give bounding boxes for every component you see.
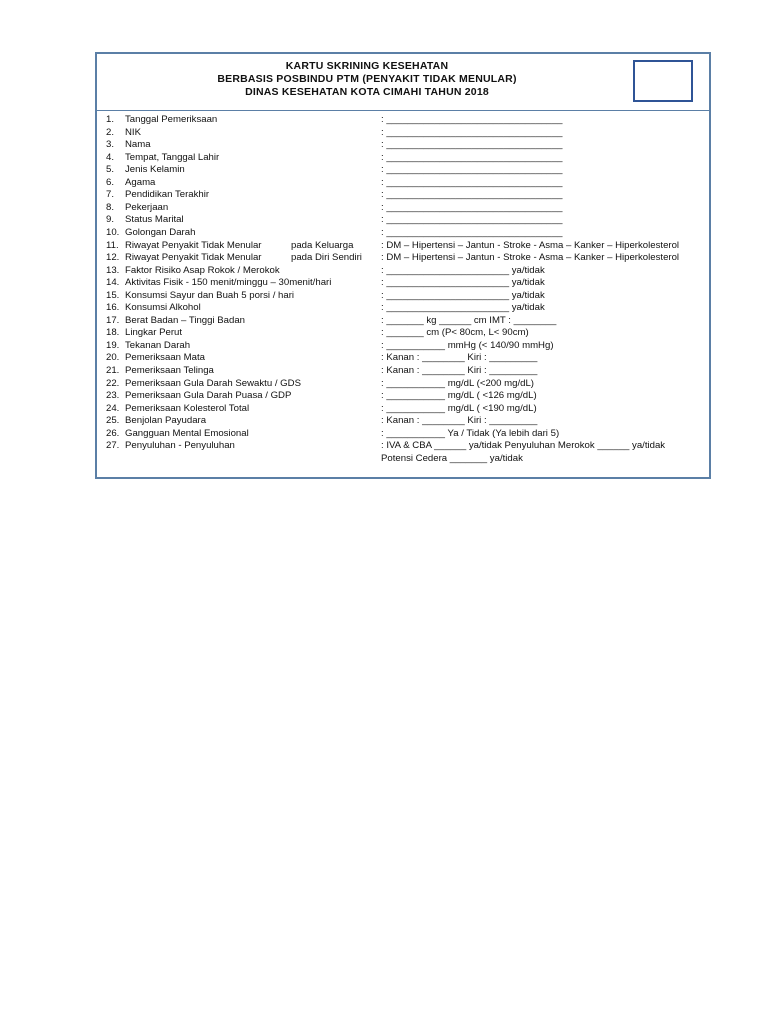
row-value: : _________________________________ <box>381 201 563 213</box>
row-value: : _______________________ ya/tidak <box>381 302 545 314</box>
row-value: : _________________________________ <box>381 176 563 188</box>
row-number: 23. <box>106 390 120 402</box>
row-number: 27. <box>106 440 120 452</box>
row-number: 1. <box>106 114 115 125</box>
row-number: 15. <box>106 289 120 301</box>
row-label: Konsumsi Sayur dan Buah 5 porsi / hari <box>125 289 295 301</box>
card-title: KARTU SKRINING KESEHATAN <box>285 60 449 72</box>
form-row <box>97 403 709 416</box>
row-value: : _______________________ ya/tidak <box>381 264 545 276</box>
row-value: : ___________ Ya / Tidak (Ya lebih dari 5) <box>381 427 560 439</box>
form-row <box>97 164 709 177</box>
form-row <box>97 440 709 453</box>
row-label: Pemeriksaan Gula Darah Puasa / GDP <box>125 390 292 402</box>
form-row <box>97 352 709 365</box>
row-label: Konsumsi Alkohol <box>125 302 201 314</box>
row-number: 26. <box>106 427 120 439</box>
row-value: : ___________ mmHg (< 140/90 mmHg) <box>381 339 554 351</box>
form-row <box>97 378 709 391</box>
form-row <box>97 139 709 152</box>
row-value: : _________________________________ <box>381 139 563 151</box>
row-value: : _________________________________ <box>381 151 563 163</box>
card-header <box>97 54 709 111</box>
form-row <box>97 302 709 315</box>
row-label: Agama <box>125 176 156 188</box>
row-label: Berat Badan – Tinggi Badan <box>125 314 246 326</box>
form-row <box>97 277 709 290</box>
row-value: : _______________________ ya/tidak <box>381 277 545 289</box>
row-number: 6. <box>106 176 115 188</box>
form-row <box>97 390 709 403</box>
form-row <box>97 252 709 265</box>
row-label: Pendidikan Terakhir <box>125 189 210 201</box>
row-value: Potensi Cedera _______ ya/tidak <box>381 452 523 464</box>
form-row <box>97 315 709 328</box>
row-value: : _______ cm (P< 80cm, L< 90cm) <box>381 327 529 339</box>
row-label: Jenis Kelamin <box>125 164 185 176</box>
form-row <box>97 114 709 127</box>
form-row <box>97 240 709 253</box>
row-label: Penyuluhan - Penyuluhan <box>125 440 235 452</box>
photo-box <box>633 60 693 102</box>
form-row <box>97 327 709 340</box>
form-row <box>97 214 709 227</box>
row-number: 25. <box>106 415 120 427</box>
row-number: 12. <box>106 252 120 264</box>
row-sublabel: pada Keluarga <box>291 239 354 251</box>
card-subtitle: BERBASIS POSBINDU PTM (PENYAKIT TIDAK MENULAR) <box>217 73 517 85</box>
row-label: Tanggal Pemeriksaan <box>125 114 218 125</box>
row-value: : _______________________ ya/tidak <box>381 289 545 301</box>
row-number: 11. <box>106 239 119 251</box>
form-row <box>97 365 709 378</box>
row-value: : _________________________________ <box>381 214 563 226</box>
row-value: : DM – Hipertensi – Jantun - Stroke - Asma – Kanker – Hiperkolesterol <box>381 239 680 251</box>
row-label: Gangguan Mental Emosional <box>125 427 249 439</box>
form-row <box>97 127 709 140</box>
form-row <box>97 415 709 428</box>
form-row <box>97 428 709 441</box>
row-label: Riwayat Penyakit Tidak Menular <box>125 252 262 264</box>
row-label: Lingkar Perut <box>125 327 183 339</box>
row-label: Nama <box>125 139 151 151</box>
row-number: 5. <box>106 164 115 176</box>
form-row <box>97 227 709 240</box>
form-row <box>97 265 709 278</box>
form-row <box>97 453 709 466</box>
row-value: : Kanan : ________ Kiri : _________ <box>381 365 538 376</box>
row-number: 7. <box>106 189 115 201</box>
row-label: Faktor Risiko Asap Rokok / Merokok <box>125 264 280 276</box>
form-row <box>97 202 709 215</box>
row-number: 24. <box>106 402 120 414</box>
row-label: Pekerjaan <box>125 201 169 213</box>
row-value: : IVA & CBA ______ ya/tidak Penyuluhan Merokok ______ ya/tidak <box>381 440 666 452</box>
row-number: 20. <box>106 352 120 364</box>
row-value: : _________________________________ <box>381 126 563 138</box>
row-number: 21. <box>106 365 120 376</box>
row-label: Riwayat Penyakit Tidak Menular <box>125 239 262 251</box>
row-value: : Kanan : ________ Kiri : _________ <box>381 415 538 427</box>
row-label: Tekanan Darah <box>125 339 191 351</box>
row-label: Status Marital <box>125 214 184 226</box>
row-value: : DM – Hipertensi – Jantun - Stroke - Asma – Kanker – Hiperkolesterol <box>381 252 680 264</box>
row-number: 9. <box>106 214 115 226</box>
form-row <box>97 152 709 165</box>
screening-card <box>95 52 711 479</box>
row-number: 19. <box>106 339 120 351</box>
row-label: NIK <box>125 126 141 138</box>
row-number: 2. <box>106 126 115 138</box>
row-number: 16. <box>106 302 120 314</box>
row-label: Pemeriksaan Telinga <box>125 365 214 376</box>
row-number: 22. <box>106 377 120 389</box>
form-row <box>97 340 709 353</box>
form-row <box>97 189 709 202</box>
row-value: : Kanan : ________ Kiri : _________ <box>381 352 538 364</box>
row-label: Golongan Darah <box>125 226 196 238</box>
row-number: 3. <box>106 139 115 151</box>
form-row <box>97 177 709 190</box>
row-number: 17. <box>106 314 120 326</box>
row-label: Pemeriksaan Mata <box>125 352 205 364</box>
row-label: Aktivitas Fisik - 150 menit/minggu – 30menit/hari <box>125 277 332 289</box>
row-label: Pemeriksaan Gula Darah Sewaktu / GDS <box>125 377 301 389</box>
row-value: : ___________ mg/dL ( <126 mg/dL) <box>381 390 537 402</box>
row-number: 18. <box>106 327 120 339</box>
card-agency: DINAS KESEHATAN KOTA CIMAHI TAHUN 2018 <box>245 86 489 98</box>
row-number: 14. <box>106 277 120 289</box>
row-value: : ___________ mg/dL (<200 mg/dL) <box>381 377 534 389</box>
row-sublabel: pada Diri Sendiri <box>291 252 362 264</box>
row-number: 10. <box>106 226 120 238</box>
row-label: Pemeriksaan Kolesterol Total <box>125 402 250 414</box>
row-value: : _________________________________ <box>381 164 563 176</box>
row-number: 13. <box>106 264 120 276</box>
row-value: : ___________ mg/dL ( <190 mg/dL) <box>381 402 537 414</box>
row-label: Benjolan Payudara <box>125 415 207 427</box>
row-label: Tempat, Tanggal Lahir <box>125 151 220 163</box>
row-number: 4. <box>106 151 115 163</box>
row-value: : _________________________________ <box>381 114 563 125</box>
row-number: 8. <box>106 201 115 213</box>
row-value: : _______ kg ______ cm IMT : ________ <box>381 314 557 326</box>
row-value: : _________________________________ <box>381 226 563 238</box>
row-value: : _________________________________ <box>381 189 563 201</box>
form-row <box>97 290 709 303</box>
